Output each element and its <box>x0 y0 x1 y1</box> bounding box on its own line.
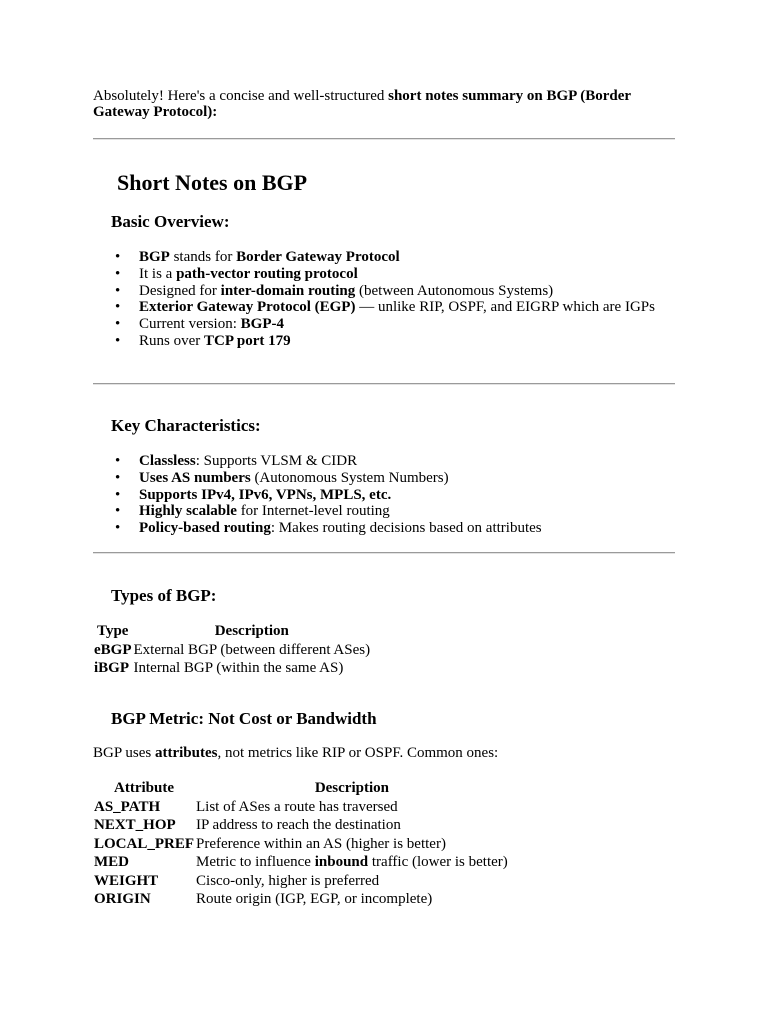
type-cell: iBGP <box>94 660 130 676</box>
table-row <box>93 835 509 854</box>
text-run: Current version: <box>139 316 241 333</box>
key-characteristics-list <box>93 453 679 537</box>
text-run: Designed for <box>139 282 221 299</box>
divider <box>93 138 675 140</box>
bold-text: inbound <box>314 854 369 870</box>
list-item <box>139 520 679 537</box>
text-run: Cisco-only, higher is preferred <box>196 872 380 889</box>
bold-text: BGP-4 <box>240 316 284 333</box>
types-of-bgp-heading: Types of BGP: <box>111 586 217 605</box>
text-run: stands for <box>169 249 237 265</box>
list-item <box>139 299 679 316</box>
list-item <box>139 503 679 520</box>
divider <box>93 552 675 554</box>
list-item <box>139 283 679 300</box>
bold-text: attributes <box>154 745 218 761</box>
text-run: , not metrics like RIP or OSPF. Common ones: <box>217 745 499 761</box>
table-row <box>93 816 509 835</box>
basic-overview-heading: Basic Overview: <box>111 212 230 231</box>
attributes-table-body <box>93 798 509 909</box>
text-run: Runs over <box>139 332 204 349</box>
bold-text: inter-domain routing <box>220 282 356 299</box>
table-row <box>93 890 509 909</box>
types-table <box>93 622 371 678</box>
text-run: (Autonomous System Numbers) <box>250 469 449 486</box>
description-cell <box>195 853 509 872</box>
bgp-metric-heading: BGP Metric: Not Cost or Bandwidth <box>111 709 377 728</box>
description-cell: External BGP (between different ASes) <box>133 641 371 658</box>
page-title: Short Notes on BGP <box>117 170 308 195</box>
text-run: traffic (lower is better) <box>368 854 508 870</box>
intro-text: Absolutely! Here's a concise and well-structured <box>93 88 389 104</box>
list-item <box>139 266 679 283</box>
intro-bold-text: short notes summary on BGP (Border Gateway Protocol): <box>93 88 631 120</box>
description-cell <box>195 890 509 909</box>
text-run: (between Autonomous Systems) <box>355 282 554 299</box>
attributes-table <box>93 779 509 909</box>
description-cell <box>195 798 509 817</box>
bold-text: TCP port 179 <box>204 332 291 349</box>
description-cell <box>195 872 509 891</box>
text-run: BGP uses <box>93 745 155 761</box>
divider <box>93 383 675 385</box>
key-characteristics-heading: Key Characteristics: <box>111 416 261 435</box>
bold-text: Border Gateway Protocol <box>236 249 400 265</box>
text-run: It is a <box>139 265 177 282</box>
text-run: Metric to influence <box>196 854 315 870</box>
text-run: Preference within an AS (higher is better) <box>196 835 446 852</box>
bold-text: Highly scalable <box>139 503 237 520</box>
description-cell <box>195 835 509 854</box>
attribute-cell: WEIGHT <box>94 872 159 889</box>
metric-paragraph <box>93 745 498 762</box>
description-cell: Internal BGP (within the same AS) <box>133 660 344 676</box>
table-row <box>93 641 371 660</box>
description-cell <box>195 816 509 835</box>
table-row <box>93 798 509 817</box>
bold-text: Supports IPv4, IPv6, VPNs, MPLS, etc. <box>139 486 392 503</box>
text-run: Route origin (IGP, EGP, or incomplete) <box>196 891 433 907</box>
text-run: List of ASes a route has traversed <box>196 798 398 815</box>
bold-text: Policy-based routing <box>139 520 271 537</box>
list-item <box>139 249 679 266</box>
attributes-table-header <box>93 779 509 798</box>
table-row <box>93 659 371 678</box>
column-header-type: Type <box>97 623 129 639</box>
list-item <box>139 316 679 333</box>
text-run: : Makes routing decisions based on attributes <box>270 520 542 537</box>
intro-paragraph <box>93 88 675 120</box>
attribute-cell: MED <box>94 854 129 870</box>
bold-text: Classless <box>139 453 196 469</box>
bold-text: Exterior Gateway Protocol (EGP) <box>139 299 356 316</box>
column-header-description: Description <box>214 623 289 639</box>
column-header-attribute: Attribute <box>114 780 174 796</box>
text-run: for Internet-level routing <box>236 503 390 520</box>
attribute-cell: LOCAL_PREF <box>94 835 195 852</box>
attribute-cell: NEXT_HOP <box>94 817 176 833</box>
list-item <box>139 453 679 470</box>
attribute-cell: ORIGIN <box>94 891 151 907</box>
bold-text: path-vector routing protocol <box>176 265 358 282</box>
text-run: : Supports VLSM & CIDR <box>195 453 358 469</box>
bold-text: Uses AS numbers <box>139 469 251 486</box>
text-run: IP address to reach the destination <box>196 817 401 833</box>
table-row <box>93 872 509 891</box>
table-row <box>93 853 509 872</box>
type-cell: eBGP <box>94 641 132 658</box>
basic-overview-list <box>93 249 679 350</box>
text-run: — unlike RIP, OSPF, and EIGRP which are IGPs <box>355 299 655 316</box>
types-table-header <box>93 622 371 641</box>
attribute-cell: AS_PATH <box>94 798 161 815</box>
list-item <box>139 487 679 504</box>
list-item <box>139 470 679 487</box>
bold-text: BGP <box>139 249 170 265</box>
column-header-description: Description <box>314 780 389 796</box>
list-item <box>139 333 679 350</box>
